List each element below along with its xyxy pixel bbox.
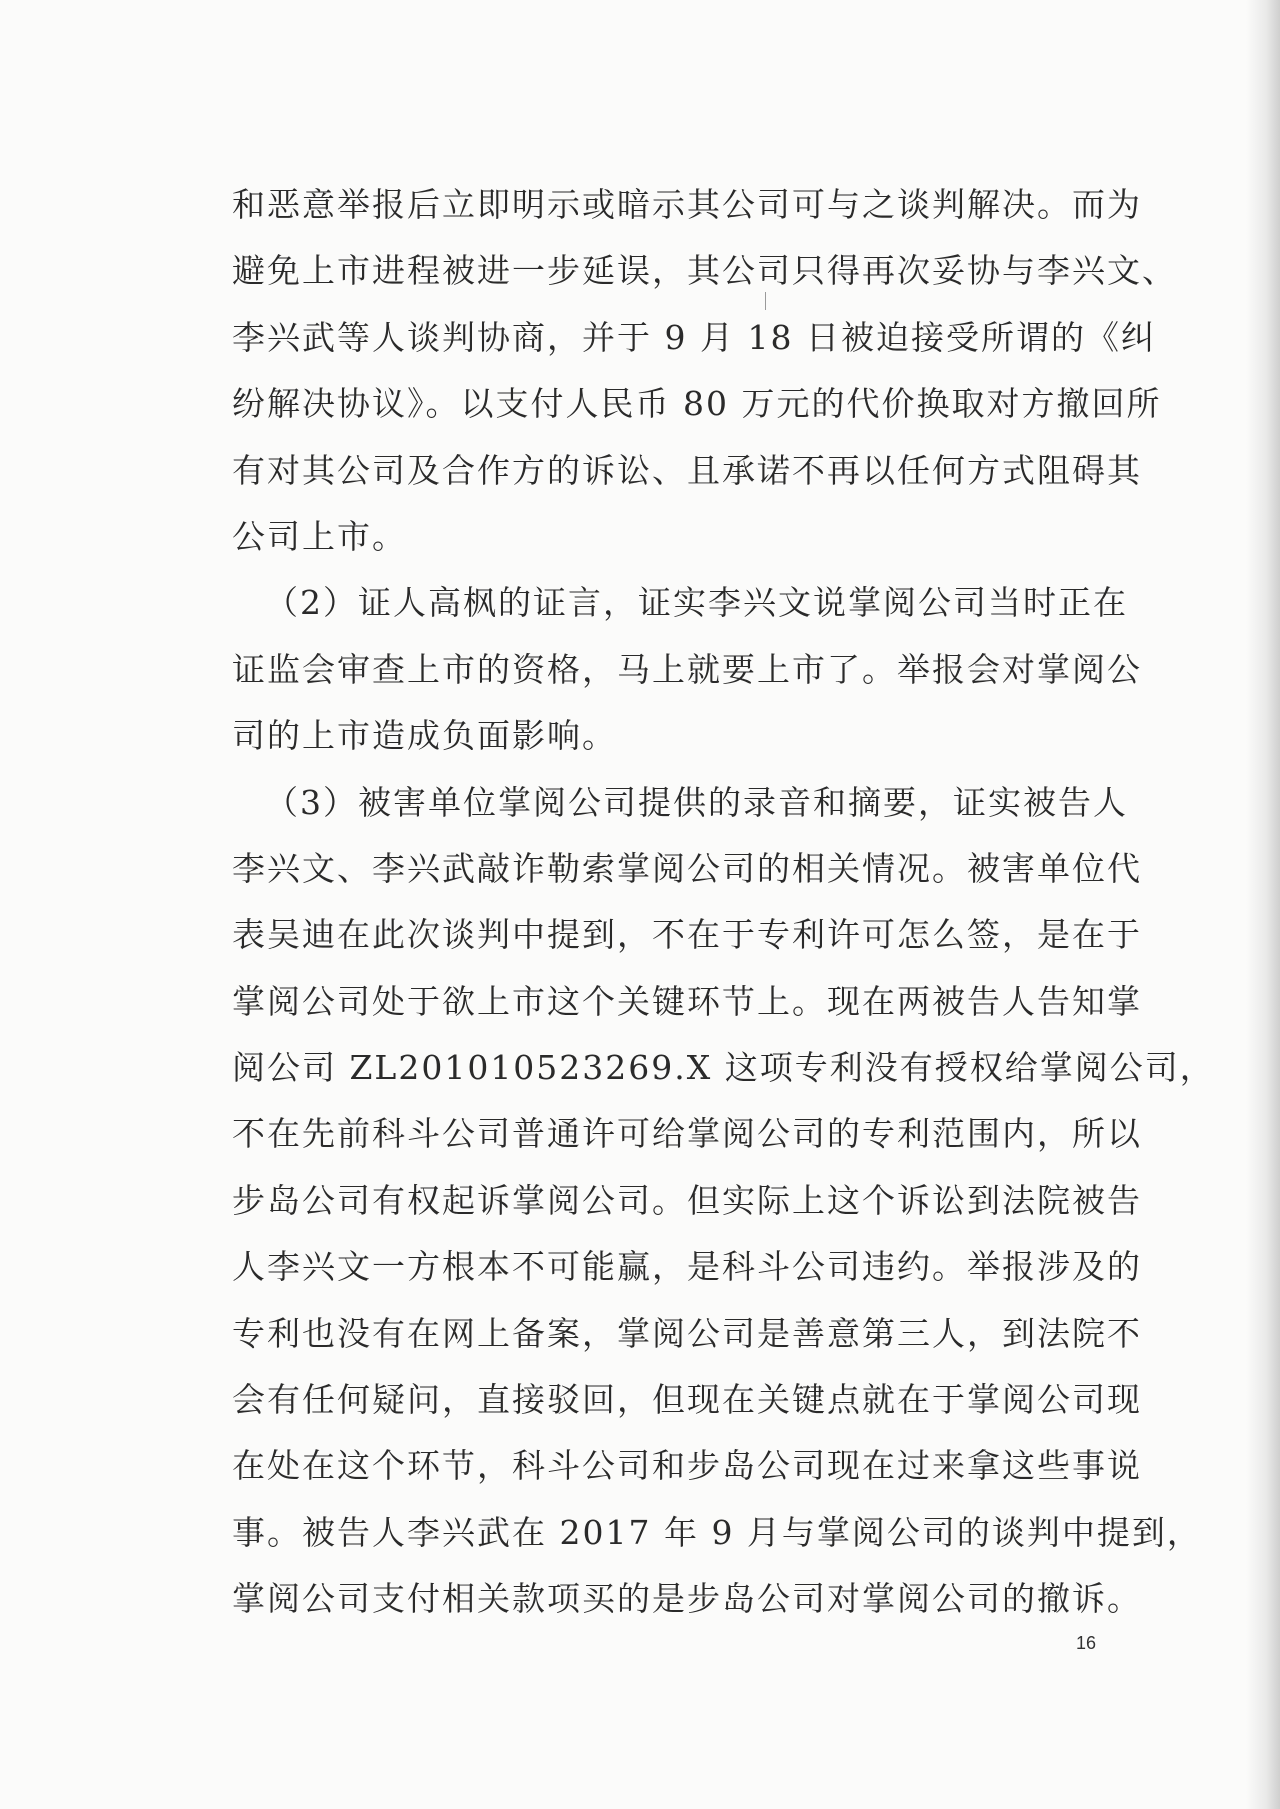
- text-line: 事。被告人李兴武在 2017 年 9 月与掌阅公司的谈判中提到，: [232, 1512, 1202, 1552]
- text-line: 避免上市进程被进一步延误，其公司只得再次妥协与李兴文、: [232, 251, 1177, 291]
- text-line: 有对其公司及合作方的诉讼、且承诺不再以任何方式阻碍其: [232, 450, 1142, 490]
- text-line: 司的上市造成负面影响。: [232, 716, 617, 756]
- text-line: 在处在这个环节，科斗公司和步岛公司现在过来拿这些事说: [232, 1446, 1142, 1486]
- text-line: 表吴迪在此次谈判中提到，不在于专利许可怎么签，是在于: [232, 915, 1142, 955]
- text-line: 李兴文、李兴武敲诈勒索掌阅公司的相关情况。被害单位代: [232, 848, 1142, 888]
- text-line: 阅公司 ZL201010523269.X 这项专利没有授权给掌阅公司，: [232, 1048, 1215, 1088]
- text-line: 证监会审查上市的资格，马上就要上市了。举报会对掌阅公: [232, 649, 1142, 689]
- text-line: 李兴武等人谈判协商，并于 9 月 18 日被迫接受所谓的《纠: [232, 317, 1156, 357]
- text-line: 掌阅公司处于欲上市这个关键环节上。现在两被告人告知掌: [232, 981, 1142, 1021]
- text-line: 纷解决协议》。以支付人民币 80 万元的代价换取对方撤回所: [232, 384, 1162, 424]
- text-line: 步岛公司有权起诉掌阅公司。但实际上这个诉讼到法院被告: [232, 1180, 1142, 1220]
- text-line: 人李兴文一方根本不可能赢，是科斗公司违约。举报涉及的: [232, 1247, 1142, 1287]
- text-line: 公司上市。: [232, 516, 407, 556]
- text-line: （2）证人高枫的证言，证实李兴文说掌阅公司当时正在: [265, 583, 1128, 623]
- page-edge-shadow: [1246, 0, 1280, 1809]
- text-line: 和恶意举报后立即明示或暗示其公司可与之谈判解决。而为: [232, 185, 1142, 224]
- body-text: [232, 172, 1215, 1633]
- page-number: 16: [1076, 1633, 1097, 1653]
- text-line: 专利也没有在网上备案，掌阅公司是善意第三人，到法院不: [232, 1313, 1142, 1353]
- text-line: 不在先前科斗公司普通许可给掌阅公司的专利范围内，所以: [232, 1114, 1142, 1154]
- text-line: （3）被害单位掌阅公司提供的录音和摘要，证实被告人: [265, 782, 1128, 822]
- text-line: 会有任何疑问，直接驳回，但现在关键点就在于掌阅公司现: [232, 1380, 1142, 1420]
- text-line: 掌阅公司支付相关款项买的是步岛公司对掌阅公司的撤诉。: [232, 1579, 1142, 1619]
